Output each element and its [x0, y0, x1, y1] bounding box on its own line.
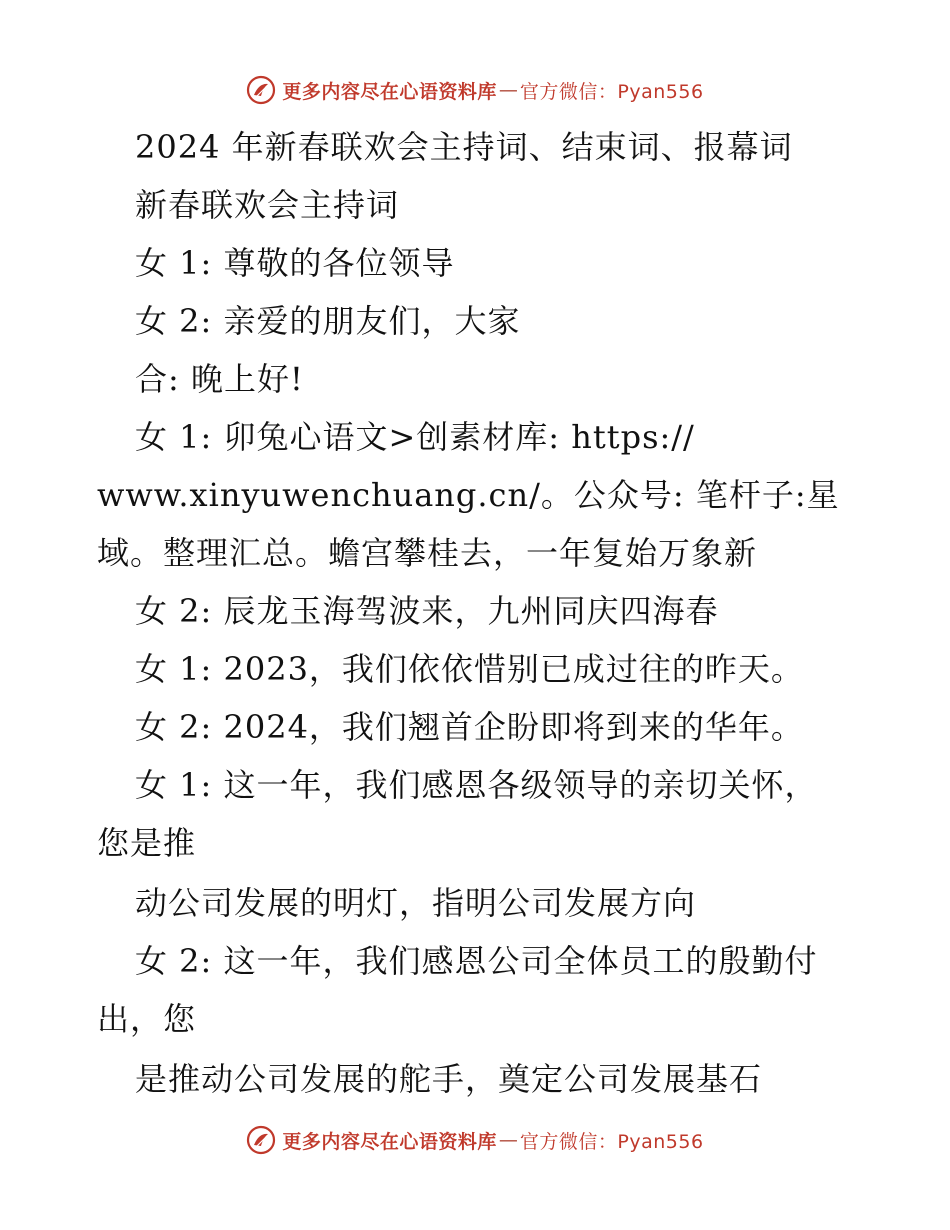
footer-banner [0, 1120, 950, 1160]
text-line: 合: 晚上好! [135, 360, 304, 398]
header-banner [0, 70, 950, 110]
banner-wechat-text: 官方微信：Pyan556 [519, 1130, 704, 1153]
text-line: 女 2: 辰龙玉海驾波来，九州同庆四海春 [135, 592, 719, 630]
document-title: 2024 年新春联欢会主持词、结束词、报幕词 [135, 128, 793, 166]
logo-icon [246, 1125, 276, 1155]
text-line: 女 1: 尊敬的各位领导 [135, 244, 455, 282]
text-line: 女 2: 亲爱的朋友们，大家 [135, 302, 521, 340]
text-line: 动公司发展的明灯，指明公司发展方向 [135, 884, 697, 922]
text-line: 女 2: 这一年，我们感恩公司全体员工的殷勤付 [135, 942, 818, 980]
banner-dash: — [498, 1129, 518, 1151]
banner-main-text: 更多内容尽在心语资料库 [282, 80, 497, 103]
banner-main-text: 更多内容尽在心语资料库 [282, 1130, 497, 1153]
text-line: 女 1: 2023，我们依依惜别已成过往的昨天。 [135, 650, 804, 688]
banner-dash: — [498, 79, 518, 101]
text-line: 是推动公司发展的舵手，奠定公司发展基石 [135, 1060, 763, 1098]
banner-wechat-text: 官方微信：Pyan556 [519, 80, 704, 103]
logo-icon [246, 75, 276, 105]
section-heading: 新春联欢会主持词 [135, 186, 400, 224]
text-line: www.xinyuwenchuang.cn/。公众号: 笔杆子:星 [97, 476, 840, 514]
text-line: 域。整理汇总。蟾宫攀桂去，一年复始万象新 [97, 534, 758, 572]
text-line: 女 2: 2024，我们翘首企盼即将到来的华年。 [135, 708, 804, 746]
text-line: 女 1: 卯兔心语文>创素材库: https:// [135, 418, 695, 456]
text-line: 女 1: 这一年，我们感恩各级领导的亲切关怀， [135, 766, 818, 804]
text-line: 出，您 [97, 1000, 197, 1038]
text-line: 您是推 [97, 824, 197, 862]
